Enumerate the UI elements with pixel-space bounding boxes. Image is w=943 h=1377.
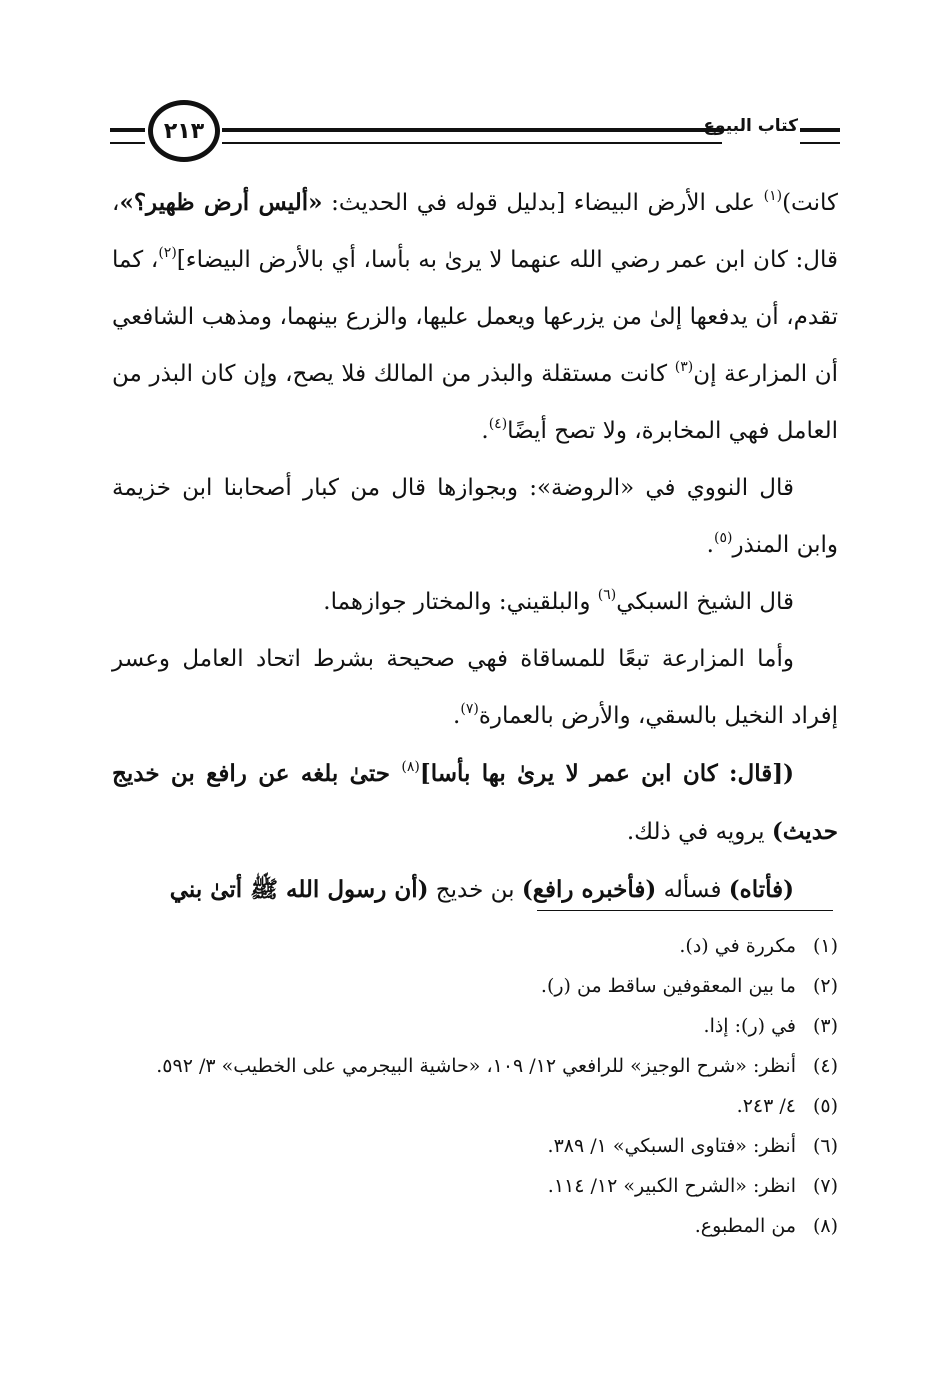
- text-run: بن خديج: [428, 877, 522, 903]
- main-text: [112, 174, 838, 919]
- footnote-ref-6: (٦): [597, 587, 617, 603]
- paragraph-4: [112, 631, 838, 745]
- footnote-6: [112, 1126, 838, 1166]
- text-run: والبلقيني: والمختار جوازهما.: [323, 589, 598, 615]
- header-rule-left: [110, 128, 145, 144]
- paragraph-5: [112, 745, 838, 861]
- footnote-text: في (ر): إذا.: [703, 1015, 796, 1037]
- footnote-1: [112, 926, 838, 966]
- footnote-number: (٧): [812, 1175, 838, 1197]
- text-run: قال النووي في «الروضة»: وبجوازها قال من كبار أصحابنا ابن خزيمة وابن المنذر: [112, 475, 838, 558]
- page-number: ٢١٣: [148, 100, 220, 162]
- footnote-number: (٢): [812, 975, 838, 997]
- footnote-ref-8: (٨): [401, 759, 420, 775]
- footnote-4: [112, 1046, 838, 1086]
- footnote-number: (٥): [812, 1095, 838, 1117]
- footnote-text: من المطبوع.: [694, 1215, 796, 1237]
- footnote-ref-4: (٤): [488, 416, 508, 432]
- text-run: .: [481, 418, 489, 444]
- matn-text: حتىٰ بلغه عن رافع بن خديج حديث): [112, 760, 838, 845]
- text-run: كانت مستقلة والبذر من المالك فلا يصح، وإن كان البذر من العامل فهي المخابرة، ولا تصح أيضًا: [112, 361, 838, 444]
- text-run: كانت): [782, 190, 838, 216]
- footnote-ref-2: (٢): [158, 245, 177, 261]
- matn-text: ([قال: كان ابن عمر لا يرىٰ بها بأسا]: [419, 760, 795, 787]
- footnote-text: أنظر: «شرح الوجيز» للرافعي ١٢/ ١٠٩، «حاشية البيجرمي على الخطيب» ٣/ ٥٩٢.: [156, 1055, 796, 1077]
- footnote-text: انظر: «الشرح الكبير» ١٢/ ١١٤.: [547, 1175, 796, 1197]
- text-run: وأما المزارعة تبعًا للمساقاة فهي صحيحة بشرط اتحاد العامل وعسر إفراد النخيل بالسقي، والأرض بالعمارة: [112, 646, 838, 729]
- text-run: ، قال: كان ابن عمر رضي الله عنهما لا يرىٰ به بأسا، أي بالأرض البيضاء]: [112, 190, 838, 273]
- text-run: يرويه في ذلك.: [626, 819, 772, 845]
- text-run: على الأرض البيضاء [بدليل قوله في الحديث:: [322, 190, 764, 216]
- matn-text: (فأخبره رافع): [521, 876, 657, 903]
- footnote-separator: [537, 910, 833, 911]
- footnote-text: ما بين المعقوفين ساقط من (ر).: [540, 975, 796, 997]
- footnotes: [112, 926, 838, 1246]
- footnote-3: [112, 1006, 838, 1046]
- footnote-text: أنظر: «فتاوى السبكي» ١/ ٣٨٩.: [547, 1135, 796, 1157]
- running-title: كتاب البيوع: [703, 116, 798, 136]
- header-rule-middle: [222, 128, 722, 144]
- text-run: فسأله: [656, 877, 729, 903]
- footnote-number: (٤): [812, 1055, 838, 1077]
- text-run: قال الشيخ السبكي: [616, 589, 794, 615]
- header-rule-right: [800, 128, 840, 144]
- footnote-number: (٨): [812, 1215, 838, 1237]
- matn-text: (أن رسول الله ﷺ أتىٰ بني: [169, 876, 429, 903]
- paragraph-2: [112, 460, 838, 574]
- footnote-2: [112, 966, 838, 1006]
- footnote-number: (٣): [812, 1015, 838, 1037]
- footnote-ref-3: (٣): [674, 359, 694, 375]
- footnote-7: [112, 1166, 838, 1206]
- footnote-ref-5: (٥): [713, 530, 733, 546]
- footnote-ref-1: (١): [763, 188, 783, 204]
- quoted-hadith: «أليس أرض ظهير؟»: [119, 189, 323, 216]
- footnote-5: [112, 1086, 838, 1126]
- footnote-number: (٦): [812, 1135, 838, 1157]
- footnote-ref-7: (٧): [460, 701, 479, 717]
- footnote-text: ٤/ ٢٤٣.: [736, 1095, 796, 1117]
- matn-text: (فأتاه): [728, 876, 794, 903]
- page-header: [110, 98, 840, 168]
- footnote-number: (١): [812, 935, 838, 957]
- paragraph-3: [112, 574, 838, 631]
- paragraph-1: [112, 174, 838, 460]
- text-run: ، كما تقدم، أن يدفعها إلىٰ من يزرعها ويعمل عليها، والزرع بينهما، ومذهب الشافعي أن المزارعة إن: [112, 247, 839, 387]
- text-run: .: [706, 532, 714, 558]
- footnote-8: [112, 1206, 838, 1246]
- text-run: .: [453, 703, 461, 729]
- footnote-text: مكررة في (د).: [679, 935, 796, 957]
